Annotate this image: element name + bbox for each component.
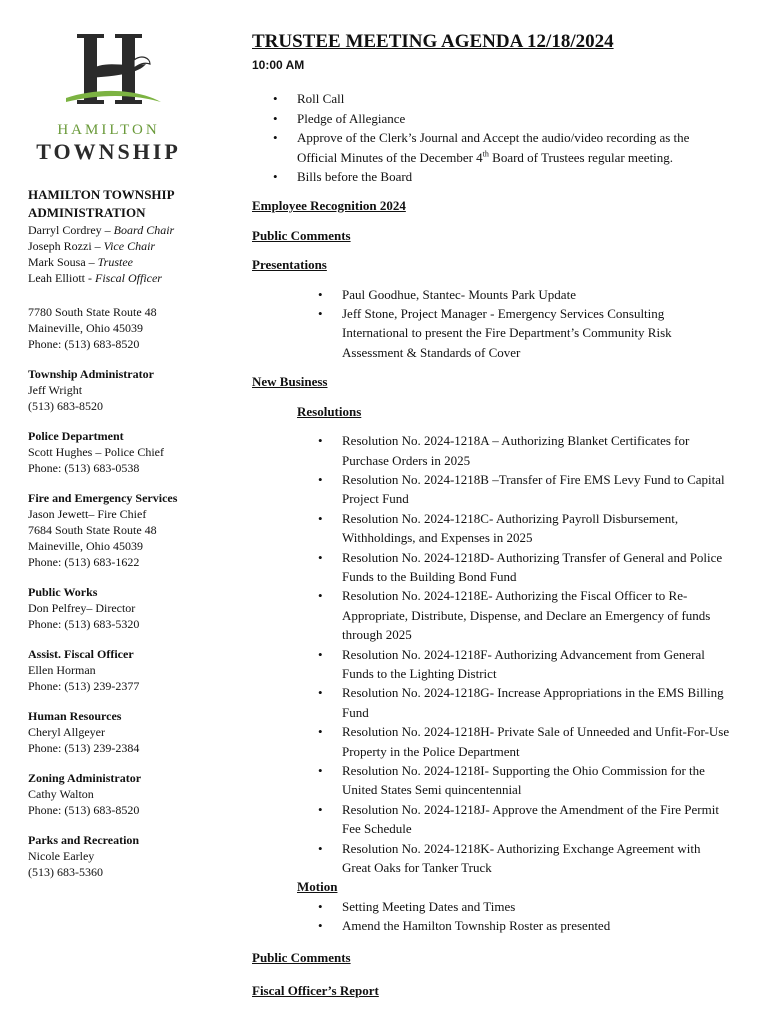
dept-police: Police Department Scott Hughes – Police Chief Phone: (513) 683-0538 [28, 429, 164, 475]
motion-items [252, 897, 732, 936]
dept-zoning-administrator: Zoning Administrator Cathy Walton Phone: (513) 683-8520 [28, 771, 142, 817]
list-item: • Resolution No. 2024-1218E- Authorizing the Fiscal Officer to Re-Appropriate, Distribute, Dispense, and Declare an Emergency of funds through 2025 [342, 586, 732, 644]
agenda-main [252, 30, 732, 1000]
logo-text-hamilton: HAMILTON [57, 122, 160, 138]
township-address: 7780 South State Route 48 Maineville, Ohio 45039 Phone: (513) 683-8520 [28, 305, 157, 351]
trustee-entry: Darryl Cordrey – Board Chair [28, 223, 175, 237]
list-item: • Pledge of Allegiance [297, 109, 732, 128]
subsection-motion: Motion [297, 879, 338, 895]
logo-text-township: TOWNSHIP [36, 139, 181, 164]
list-item: • Roll Call [297, 89, 732, 108]
section-public-comments: Public Comments [252, 227, 351, 243]
list-item: • Resolution No. 2024-1218H- Private Sale of Unneeded and Unfit-For-Use Property in the Police Department [342, 722, 732, 761]
list-item: • Jeff Stone, Project Manager - Emergency Services Consulting International to present the Fire Department’s Community Risk Assessment & Standards of Cover [342, 304, 732, 362]
list-item: • Resolution No. 2024-1218F- Authorizing Advancement from General Funds to the Lighting District [342, 645, 732, 684]
trustee-entry: Leah Elliott - Fiscal Officer [28, 271, 162, 285]
list-item: • Resolution No. 2024-1218A – Authorizing Blanket Certificates for Purchase Orders in 2025 [342, 431, 732, 470]
sidebar-directory [28, 186, 238, 880]
list-item: • Resolution No. 2024-1218I- Supporting the Ohio Commission for the United States Semi quincentennial [342, 761, 732, 800]
list-item: • Paul Goodhue, Stantec- Mounts Park Update [342, 285, 732, 304]
section-public-comments-2: Public Comments [252, 949, 351, 965]
list-item: • Amend the Hamilton Township Roster as presented [342, 916, 732, 935]
list-item: • Bills before the Board [297, 167, 732, 186]
opening-items [252, 89, 732, 186]
list-item: • Resolution No. 2024-1218D- Authorizing Transfer of General and Police Funds to the Building Bond Fund [342, 548, 732, 587]
trustee-entry: Mark Sousa – Trustee [28, 255, 134, 269]
presentation-items [252, 285, 732, 363]
dept-parks-recreation: Parks and Recreation Nicole Earley (513) 683-5360 [28, 833, 140, 879]
list-item: • Resolution No. 2024-1218B –Transfer of Fire EMS Levy Fund to Capital Project Fund [342, 470, 732, 509]
dept-township-administrator: Township Administrator Jeff Wright (513) 683-8520 [28, 367, 154, 413]
administration-title: HAMILTON TOWNSHIP ADMINISTRATION [28, 187, 174, 220]
subsection-resolutions: Resolutions [297, 403, 362, 419]
list-item: • Approve of the Clerk’s Journal and Accept the audio/video recording as the Official Minutes of the December 4th Board of Trustees regular meeting. [297, 128, 732, 167]
trustee-entry: Joseph Rozzi – Vice Chair [28, 239, 156, 253]
list-item: • Resolution No. 2024-1218J- Approve the Amendment of the Fire Permit Fee Schedule [342, 800, 732, 839]
section-presentations: Presentations [252, 257, 327, 273]
section-employee-recognition: Employee Recognition 2024 [252, 198, 406, 214]
section-fiscal-officer-report: Fiscal Officer’s Report [252, 983, 379, 999]
resolution-items [252, 431, 732, 877]
meeting-time: 10:00 AM [252, 58, 305, 72]
list-item: • Resolution No. 2024-1218K- Authorizing Exchange Agreement with Great Oaks for Tanker Truck [342, 839, 732, 878]
dept-public-works: Public Works Don Pelfrey– Director Phone: (513) 683-5320 [28, 585, 140, 631]
dept-human-resources: Human Resources Cheryl Allgeyer Phone: (513) 239-2384 [28, 709, 140, 755]
trustee-list [28, 222, 238, 286]
list-item: • Resolution No. 2024-1218G- Increase Appropriations in the EMS Billing Fund [342, 683, 732, 722]
list-item: • Setting Meeting Dates and Times [342, 897, 732, 916]
agenda-title: TRUSTEE MEETING AGENDA 12/18/2024 [252, 31, 614, 52]
dept-assist-fiscal-officer: Assist. Fiscal Officer Ellen Horman Phone: (513) 239-2377 [28, 647, 140, 693]
section-new-business: New Business [252, 374, 328, 390]
dept-fire-ems: Fire and Emergency Services Jason Jewett– Fire Chief 7684 South State Route 48 Maineville, Ohio 45039 Phone: (513) 683-1622 [28, 491, 178, 569]
list-item: • Resolution No. 2024-1218C- Authorizing Payroll Disbursement, Withholdings, and Expenses in 2025 [342, 509, 732, 548]
